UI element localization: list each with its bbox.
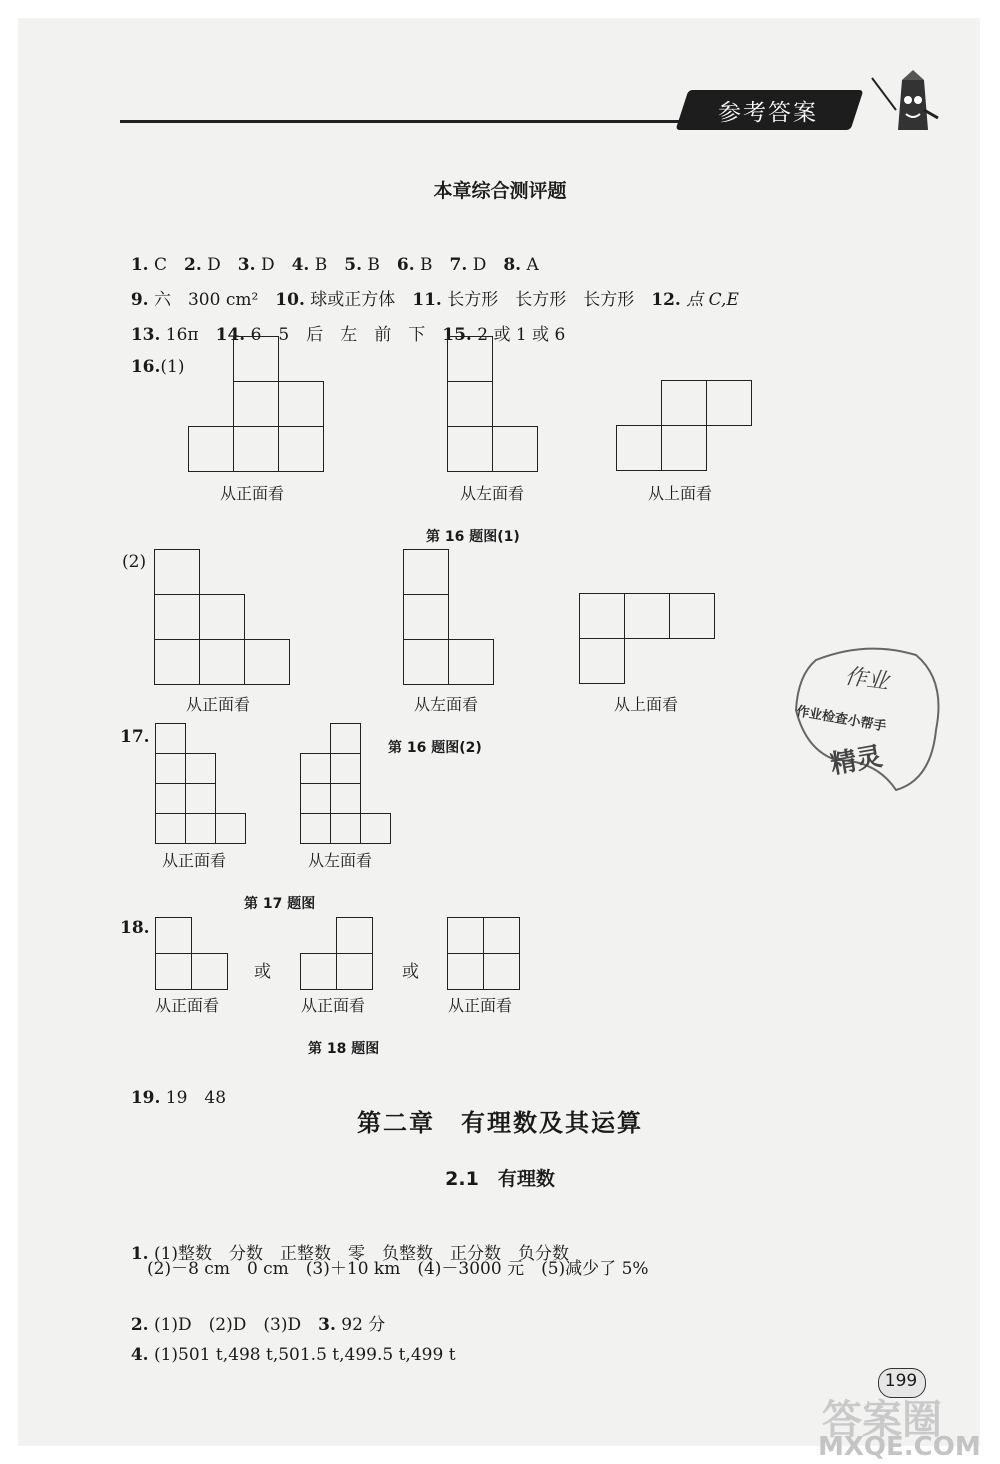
grid-cell <box>661 380 707 426</box>
grid-cell <box>336 917 373 954</box>
watermark-logo: 答案圈 <box>822 1397 942 1443</box>
grid-cell <box>154 594 200 640</box>
grid-cell <box>483 917 520 954</box>
answer-value: 球或正方体 <box>310 290 396 310</box>
grid-cell <box>155 917 192 954</box>
answer-value: 16π <box>165 325 199 345</box>
q17-num: 17. <box>120 727 150 747</box>
answer-value: 6 5 后 左 前 下 <box>250 325 426 345</box>
grid-cell <box>447 426 493 472</box>
grid-cell <box>244 639 290 685</box>
q19-num: 19. <box>130 1088 161 1108</box>
page-number: 199 <box>884 1371 918 1391</box>
answer-num: 7. <box>449 255 468 275</box>
ch2-answer-4-num: 4. <box>130 1345 149 1365</box>
ch2-answer-2-num: 2. <box>130 1315 149 1335</box>
ch2-answer-3-text: 92 分 <box>341 1315 386 1335</box>
q18-option-3-label: 从正面看 <box>448 996 513 1015</box>
grid-cell <box>188 426 234 472</box>
answer-value: 长方形 长方形 长方形 <box>447 290 635 310</box>
answer-value: 六 300 cm² <box>153 290 259 310</box>
answer-value: B <box>420 255 433 275</box>
q16-1-left-view-label: 从左面看 <box>460 484 525 503</box>
answer-num: 2. <box>183 255 202 275</box>
q18-or-1: 或 <box>254 962 271 982</box>
grid-cell <box>300 783 331 814</box>
ch2-answer-1-num: 1. <box>130 1244 149 1264</box>
subsection-num: 2.1 <box>445 1168 479 1190</box>
subsection-name: 有理数 <box>497 1168 555 1190</box>
q19-answer <box>120 1063 226 1108</box>
answer-value: A <box>526 255 539 275</box>
watermark-url: MXQE.COM <box>818 1432 981 1462</box>
answer-value: D <box>207 255 221 275</box>
grid-cell <box>215 813 246 844</box>
ch2-answer-4-text: (1)501 t,498 t,501.5 t,499.5 t,499 t <box>153 1345 456 1365</box>
stamp-ring-text: 作业检查小帮手 <box>795 704 888 735</box>
answer-num: 8. <box>503 255 522 275</box>
grid-cell <box>155 783 186 814</box>
grid-cell <box>447 336 493 382</box>
answer-num: 10. <box>275 290 305 310</box>
ch2-answer-1-line-2: (2)－8 cm 0 cm (3)＋10 km (4)－3000 元 (5)减少了 5% <box>147 1259 649 1279</box>
grid-cell <box>447 953 484 990</box>
answer-num: 14. <box>215 325 246 345</box>
grid-cell <box>403 549 449 595</box>
section-title: 本章综合测评题 <box>433 180 567 202</box>
q17-figure-caption: 第 17 题图 <box>244 896 316 912</box>
grid-cell <box>448 639 494 685</box>
answer-num: 4. <box>291 255 310 275</box>
answer-num: 1. <box>130 255 149 275</box>
grid-cell <box>278 381 324 427</box>
grid-cell <box>579 593 625 639</box>
grid-cell <box>233 381 279 427</box>
q16-part1-label: (1) <box>160 357 185 377</box>
answer-num: 3. <box>237 255 256 275</box>
grid-cell <box>155 753 186 784</box>
grid-cell <box>330 813 361 844</box>
grid-cell <box>300 953 337 990</box>
grid-cell <box>624 593 670 639</box>
q16-label <box>120 337 184 377</box>
grid-cell <box>330 753 361 784</box>
q16-figure-caption-1: 第 16 题图(1) <box>426 529 520 545</box>
q16-part2-label: (2) <box>122 552 147 572</box>
ch2-answer-4 <box>120 1325 456 1365</box>
grid-cell <box>706 380 752 426</box>
header-banner-text: 参考答案 <box>718 100 818 126</box>
grid-cell <box>403 639 449 685</box>
chapter-title: 第二章 有理数及其运算 <box>357 1109 643 1137</box>
q16-2-front-view-label: 从正面看 <box>186 695 251 714</box>
answer-value: B <box>367 255 380 275</box>
answer-num: 6. <box>396 255 415 275</box>
q17-front-view-label: 从正面看 <box>162 851 227 870</box>
grid-cell <box>233 336 279 382</box>
q16-2-left-view-label: 从左面看 <box>414 695 479 714</box>
q16-figure-caption-2: 第 16 题图(2) <box>388 740 482 756</box>
header-rule <box>120 120 720 123</box>
q16-2-top-view-label: 从上面看 <box>614 695 679 714</box>
q18-figure-caption: 第 18 题图 <box>308 1041 380 1057</box>
grid-cell <box>185 753 216 784</box>
grid-cell <box>661 425 707 471</box>
grid-cell <box>155 723 186 754</box>
grid-cell <box>330 723 361 754</box>
q17-left-view-label: 从左面看 <box>308 851 373 870</box>
grid-cell <box>360 813 391 844</box>
answer-num: 12. <box>651 290 681 310</box>
grid-cell <box>154 639 200 685</box>
ch2-answer-1-text: (1)整数 分数 正整数 零 负整数 正分数 负分数 <box>153 1244 570 1264</box>
answer-num: 13. <box>130 325 161 345</box>
answer-num: 5. <box>344 255 362 275</box>
grid-cell <box>579 638 625 684</box>
grid-cell <box>191 953 228 990</box>
grid-cell <box>185 783 216 814</box>
grid-cell <box>154 549 200 595</box>
answer-num: 11. <box>412 290 442 310</box>
answer-value: C <box>153 255 167 275</box>
grid-cell <box>155 953 192 990</box>
answer-num: 9. <box>130 290 149 310</box>
grid-cell <box>492 426 538 472</box>
grid-cell <box>199 639 245 685</box>
answer-value: D <box>260 255 275 275</box>
q16-1-top-view-label: 从上面看 <box>648 484 713 503</box>
answer-value: D <box>472 255 487 275</box>
subsection-title <box>0 1164 1000 1191</box>
q19-value: 19 48 <box>165 1088 227 1108</box>
q18-option-1-label: 从正面看 <box>155 996 220 1015</box>
ch2-answer-2-text: (1)D (2)D (3)D <box>153 1315 302 1335</box>
grid-cell <box>669 593 715 639</box>
grid-cell <box>616 425 662 471</box>
ch2-answer-3-num: 3. <box>318 1315 336 1335</box>
stamp-top-text: 作业 <box>843 664 891 695</box>
grid-cell <box>447 917 484 954</box>
grid-cell <box>300 813 331 844</box>
q18-num: 18. <box>120 918 150 938</box>
q18-or-2: 或 <box>402 962 419 982</box>
answer-value: B <box>314 255 328 275</box>
answer-num: 15. <box>442 325 472 345</box>
grid-cell <box>155 813 186 844</box>
grid-cell <box>330 783 361 814</box>
grid-cell <box>199 594 245 640</box>
grid-cell <box>278 426 324 472</box>
grid-cell <box>233 426 279 472</box>
answer-value: 点 C,E <box>686 290 739 310</box>
grid-cell <box>300 753 331 784</box>
grid-cell <box>185 813 216 844</box>
answer-line-3 <box>120 300 565 345</box>
q16-num: 16. <box>130 357 161 377</box>
pencil-mascot-icon <box>866 70 946 140</box>
q16-1-front-view-label: 从正面看 <box>220 484 285 503</box>
grid-cell <box>483 953 520 990</box>
q18-option-2-label: 从正面看 <box>301 996 366 1015</box>
grid-cell <box>447 381 493 427</box>
grid-cell <box>403 594 449 640</box>
grid-cell <box>336 953 373 990</box>
stamp-bottom-text: 精灵 <box>828 741 885 781</box>
answer-value: 2 或 1 或 6 <box>477 325 566 345</box>
